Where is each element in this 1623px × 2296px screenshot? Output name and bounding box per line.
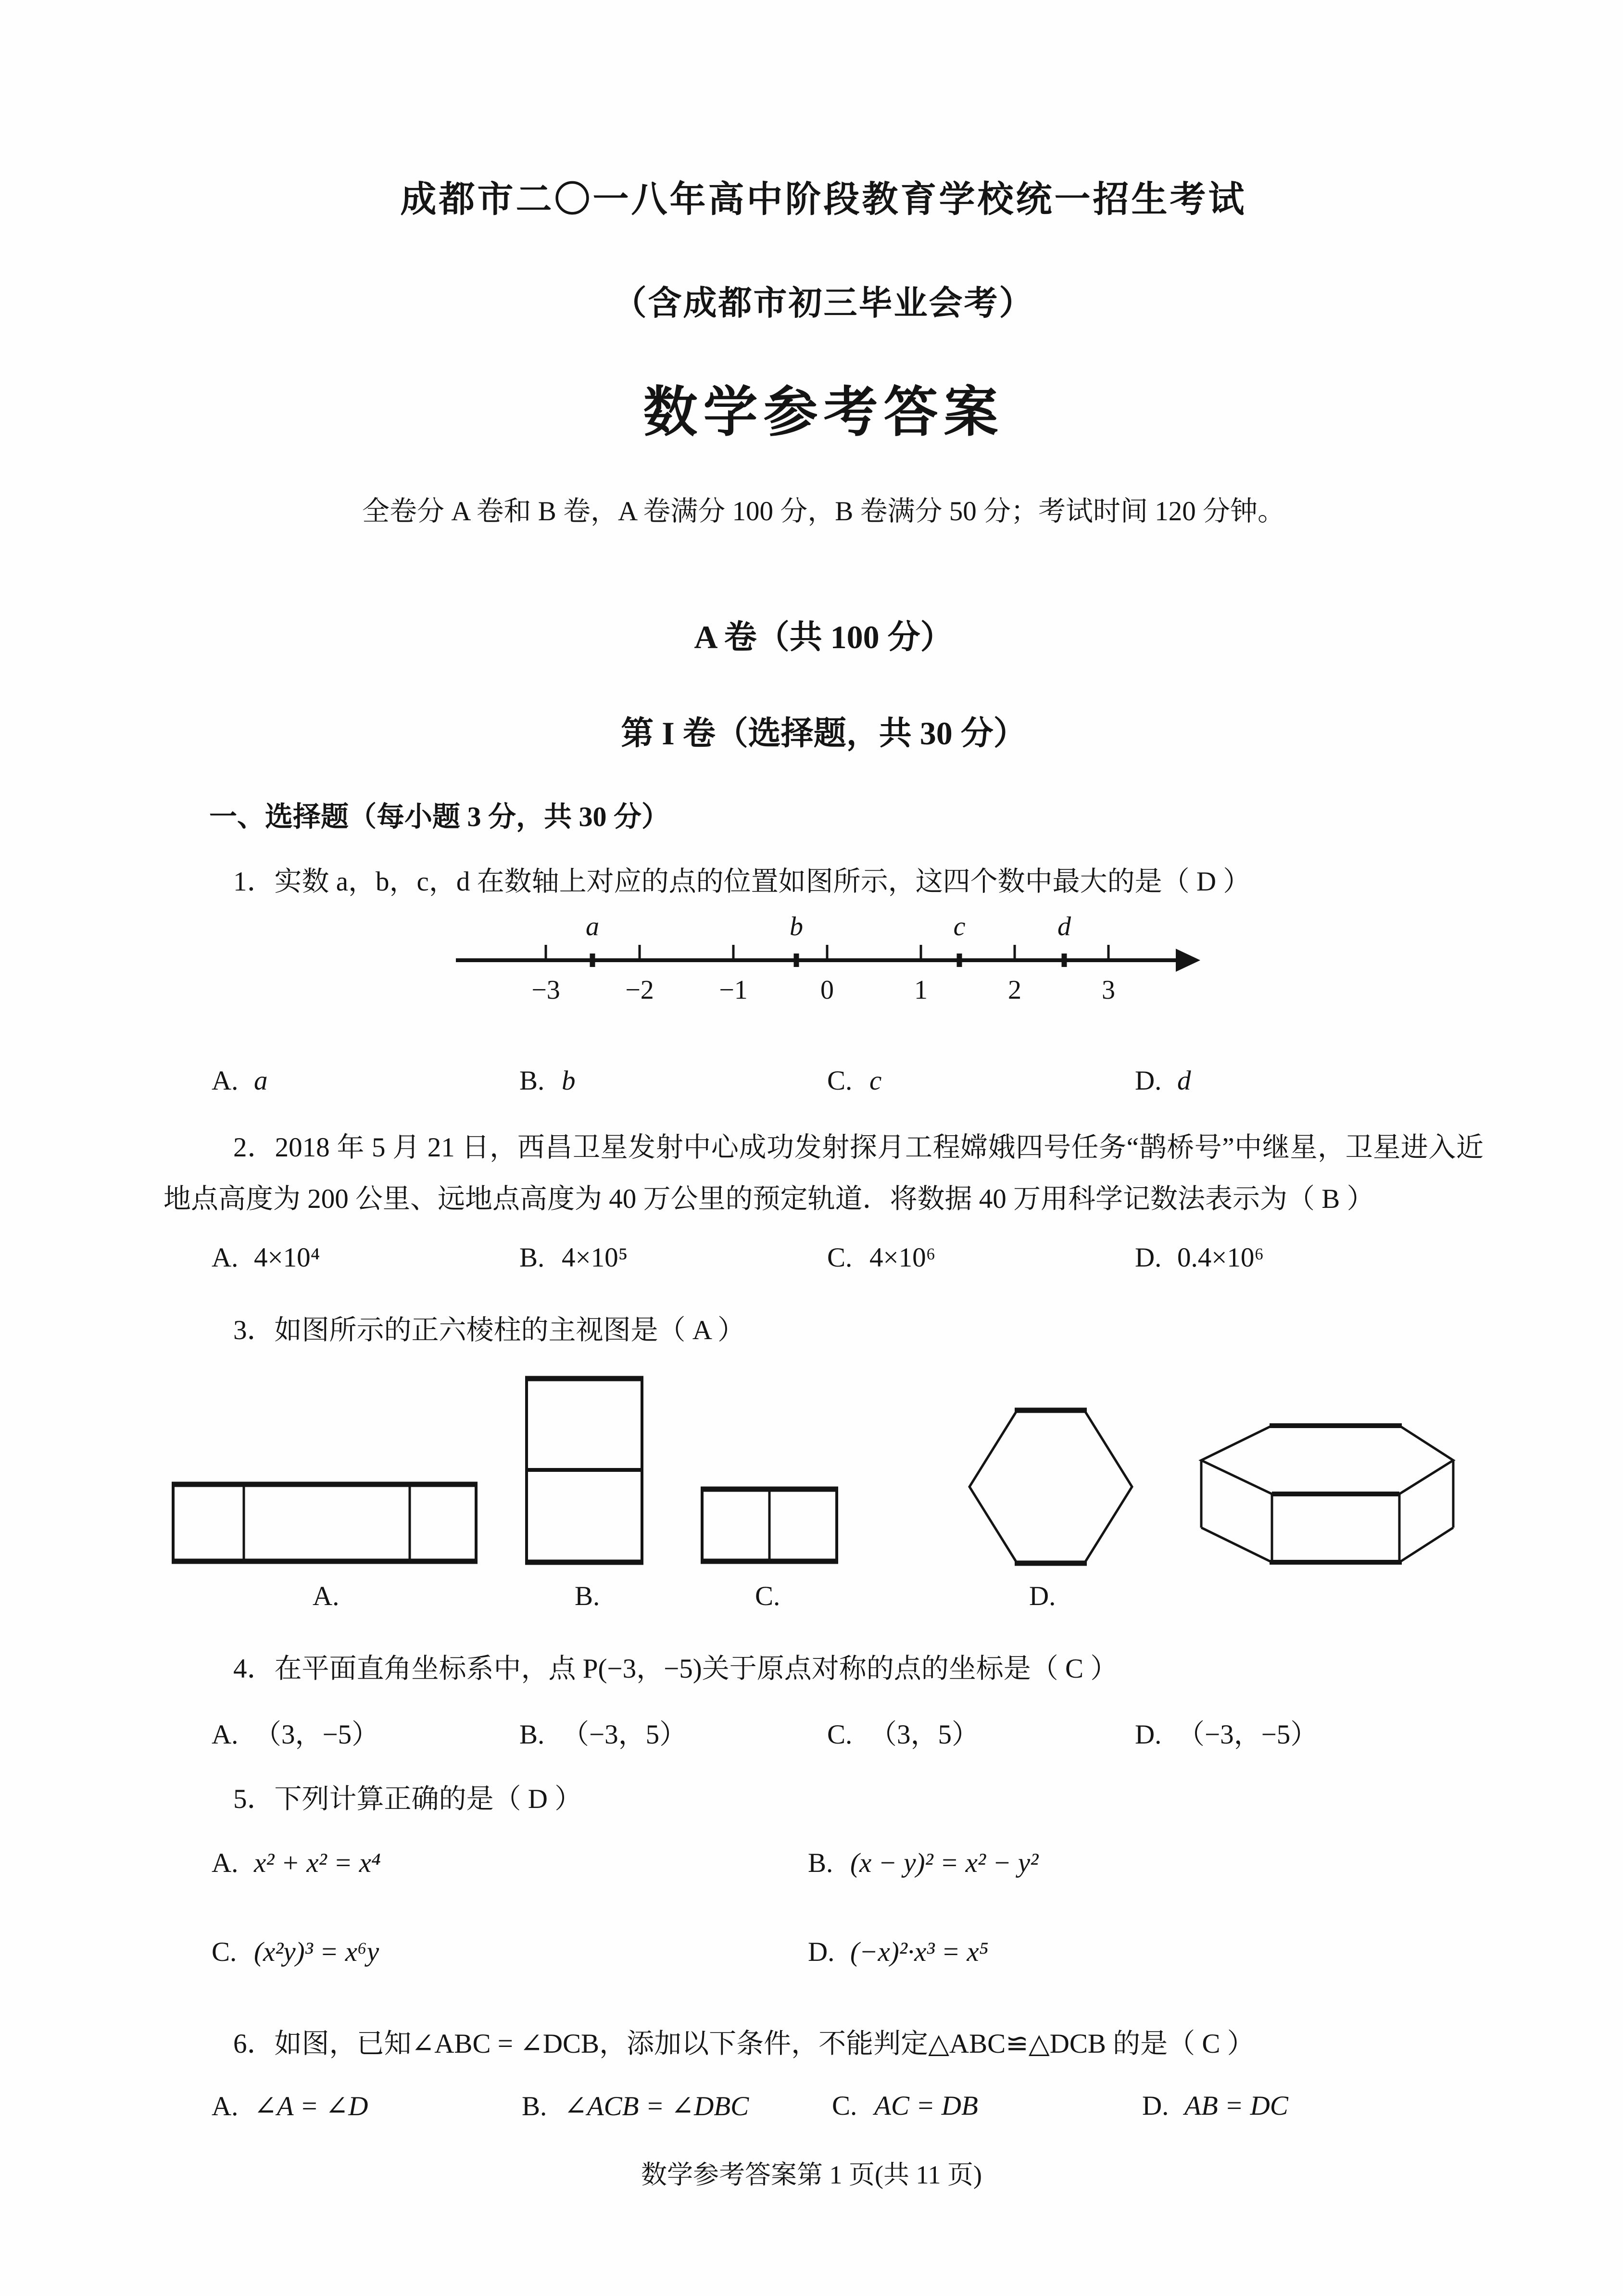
q5-option-b [808,1847,1484,1879]
q1-option-a [212,1065,519,1096]
question-6-options [164,2090,1484,2122]
view-option-c [700,1484,839,1566]
option-value: c [869,1066,882,1096]
option-label: A. [212,1066,239,1096]
option-label: D. [1135,1066,1162,1096]
q6-option-c [832,2090,1142,2122]
view-option-b [524,1374,644,1566]
question-1-text: 1．实数 a，b，c，d 在数轴上对应的点的位置如图所示，这四个数中最大的是（ D ） [233,866,1251,897]
option-value: AC = DB [874,2090,978,2121]
exam-rules-note: 全卷分 A 卷和 B 卷，A 卷满分 100 分，B 卷满分 50 分；考试时间 120 分钟。 [362,496,1285,527]
q2-option-b [519,1242,827,1273]
option-label: B. [519,1719,545,1750]
q4-option-c [827,1712,1135,1752]
tick-label-neg1: −1 [719,975,748,1005]
hexagonal-prism-figure [1197,1422,1457,1566]
tick-label-1: 1 [914,975,928,1005]
option-value: ∠A = ∠D [254,2091,368,2121]
option-label: D. [1142,2090,1169,2121]
point-c-label: c [953,912,966,942]
q2-option-a [212,1242,519,1273]
option-label: A. [212,1242,239,1273]
section-a-heading: A 卷（共 100 分） [694,619,953,655]
q1-option-b [519,1065,827,1096]
option-label: C. [827,1719,853,1750]
option-label: D. [808,1937,835,1968]
question-6-text: 6．如图，已知∠ABC = ∠DCB，添加以下条件，不能判定△ABC≌△DCB 的是（ C ） [233,2029,1255,2059]
option-label: A. [212,2091,239,2121]
q6-option-d [1142,2090,1452,2122]
question-5-options [164,1847,1484,1968]
q4-option-d [1135,1712,1318,1752]
page-footer: 数学参考答案第 1 页(共 11 页) [641,2160,982,2189]
q4-option-a [212,1712,519,1752]
exam-title: 成都市二〇一八年高中阶段教育学校统一招生考试 [400,180,1247,220]
point-a-label: a [586,912,599,942]
option-label: B. [519,1242,545,1273]
option-label: B. [522,2091,547,2121]
figure-label-a: A. [313,1581,340,1611]
axis-arrowhead [1176,949,1200,972]
option-label: A. [212,1719,239,1750]
option-label: D. [1135,1719,1162,1750]
question-5-text: 5．下列计算正确的是（ D ） [233,1784,582,1815]
option-value: (−x)²·x³ = x⁵ [850,1937,989,1968]
option-value: 4×10⁶ [869,1242,936,1273]
tick-label-3: 3 [1102,975,1115,1005]
option-value: 4×10⁵ [562,1242,628,1273]
question-1-options [164,1065,1484,1096]
q4-option-b [519,1712,827,1752]
option-label: B. [519,1066,545,1096]
section-1-heading: 第 I 卷（选择题，共 30 分） [621,715,1026,752]
figure-label-c: C. [755,1581,780,1611]
point-d-label: d [1057,912,1071,942]
figure-label-d: D. [1029,1581,1056,1611]
q2-option-c [827,1242,1135,1273]
option-value: 0.4×10⁶ [1177,1242,1264,1273]
q5-option-d [808,1936,1484,1968]
q1-option-d [1135,1065,1191,1096]
option-value: （3，5） [869,1719,979,1750]
option-value: (x − y)² = x² − y² [850,1848,1039,1879]
question-4-text: 4．在平面直角坐标系中，点 P(−3，−5)关于原点对称的点的坐标是（ C ） [233,1653,1118,1684]
q6-option-a [212,2090,522,2122]
option-label: D. [1135,1242,1162,1273]
option-value: x² + x² = x⁴ [254,1848,381,1879]
option-value: ∠ACB = ∠DBC [564,2091,749,2121]
option-label: A. [212,1848,239,1879]
question-3-figures [164,1369,1484,1566]
option-value: (x²y)³ = x⁶y [254,1937,379,1968]
page-content [164,0,1484,2122]
option-label: C. [832,2090,857,2121]
tick-label-neg3: −3 [531,975,560,1005]
view-option-d [967,1407,1135,1566]
page-title: 数学参考答案 [643,383,1004,443]
option-value: （−3，5） [562,1719,687,1750]
tick-label-neg2: −2 [625,975,654,1005]
q2-option-d [1135,1242,1264,1273]
option-value: a [254,1066,268,1096]
question-3-figure-labels [164,1566,1484,1614]
q5-option-c [212,1936,808,1968]
multiple-choice-heading: 一、选择题（每小题 3 分，共 30 分） [209,801,670,832]
option-value: （−3，−5） [1177,1719,1318,1750]
figure-label-b: B. [575,1581,600,1611]
option-value: d [1177,1066,1191,1096]
option-value: AB = DC [1184,2090,1288,2121]
option-label: C. [212,1937,237,1968]
option-value: b [562,1066,576,1096]
option-label: C. [827,1242,853,1273]
question-4-options [164,1712,1484,1752]
front-view-option-a [171,1480,478,1566]
q1-option-c [827,1065,1135,1096]
option-label: B. [808,1848,833,1879]
option-value: （3，−5） [254,1719,379,1750]
exam-subtitle: （含成都市初三毕业会考） [613,285,1034,322]
question-3-text: 3．如图所示的正六棱柱的主视图是（ A ） [233,1315,745,1345]
q6-option-b [522,2090,832,2122]
question-2-options [164,1242,1484,1273]
option-label: C. [827,1066,853,1096]
q5-option-a [212,1847,808,1879]
number-line-figure [452,912,1202,1025]
number-line-axis [456,945,1200,972]
question-2-text: 2．2018 年 5 月 21 日，西昌卫星发射中心成功发射探月工程嫦娥四号任务“鹊桥号”中继星，卫星进入近地点高度为 200 公里、远地点高度为 40 万公里的预定轨道．将数据 40 万用科学记数法表示为（ B ） [164,1132,1484,1215]
tick-label-2: 2 [1008,975,1021,1005]
point-b-label: b [790,912,803,942]
option-value: 4×10⁴ [254,1242,320,1273]
tick-label-0: 0 [820,975,834,1005]
